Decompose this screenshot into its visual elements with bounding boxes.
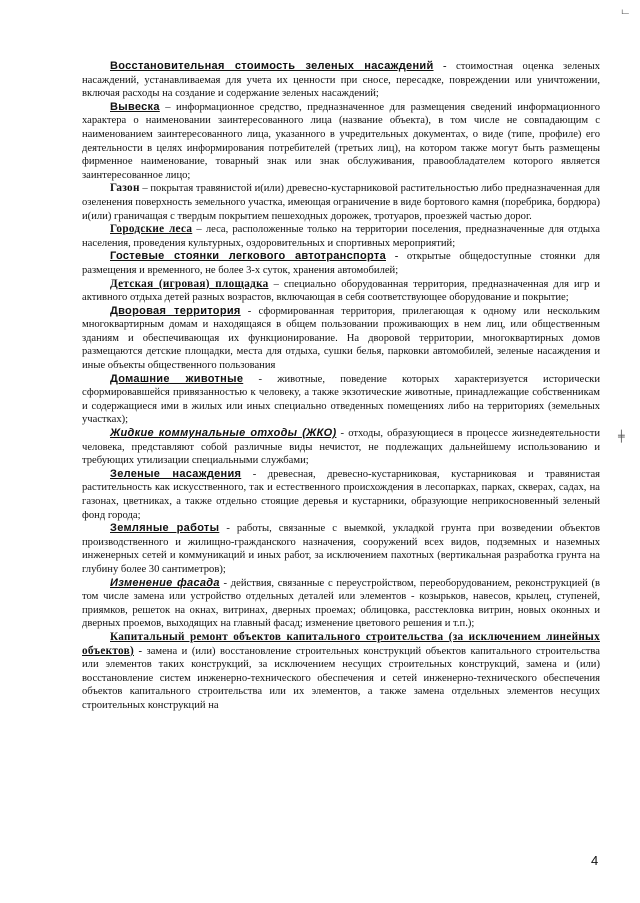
definition-term: Земляные работы <box>110 522 220 535</box>
definition-term: Гостевые стоянки легкового автотранспорта <box>110 250 386 263</box>
definition-paragraph: Газон – покрытая травянистой и(или) древесно-кустарниковой растительностью либо предназначенная для озеленения поверхность земельного участка, имеющая ограничение в виде бортового камня (поребрика, бордюра) и(или) граничащая с твердым покрытием пешеходных дорожек, тротуаров, проезжей частью дорог. <box>82 182 601 222</box>
definition-paragraph: Городские леса – леса, расположенные только на территории поселения, предназначенные для отдыха населения, проведения культурных, оздоровительных и спортивных мероприятий; <box>82 223 601 249</box>
definition-term: Дворовая территория <box>110 304 241 317</box>
definition-text: работы, связанные с выемкой, укладкой грунта при возведении объектов производственного и жилищно-гражданского назначения, сооружений всех видов, подземных и наземных инженерных сетей и коммуникаций и иных работ, за исключением пахотных (вертикальная разработка грунта на глубину более 30 сантиметров); <box>82 523 601 575</box>
page-number: 4 <box>591 853 599 868</box>
definition-paragraph: Жидкие коммунальные отходы (ЖКО) - отходы, образующиеся в процессе жизнедеятельности человека, представляют собой различные виды нечистот, не подлежащих дальнейшему использованию и требующих утилизации специальными службами; <box>82 427 600 467</box>
definition-term: Зеленые насаждения <box>110 467 242 480</box>
definition-paragraph: Капитальный ремонт объектов капитального строительства (за исключением линейных объектов) - замена и (или) восстановление строительных конструкций объектов капитального строительства или элементов таких конструкций, за исключением несущих строительных конструкций, замена и (или) восстановление систем инженерно-технического обеспечения и сетей инженерно-технического обеспечения объектов капитального строительства или их элементов, а также замена отдельных элементов несущих строительных конструкций на <box>82 630 600 711</box>
definition-paragraph: Дворовая территория - сформированная территория, прилегающая к одному или нескольким многоквартирным домам и находящаяся в общем пользовании проживающих в нем лиц, или общественным зданиям и обеспечивающая их функционирование. На дворовой территории, многоквартирных домов размещаются детские площадки, места для отдыха, сушки белья, парковки автомобилей, зеленые насаждения и иные объекты общественного пользования <box>82 304 601 372</box>
definition-paragraph: Изменение фасада - действия, связанные с переустройством, переоборудованием, реконструкцией (в том числе замена или устройство отдельных деталей или элементов - козырьков, навесов, крылец, ступеней, приямков, решеток на окнах, витринах, дверных проемах; облицовка, расстекловка витрин, новых оконных и дверных проемов, выходящих на главный фасад; изменение цветового решения и т.п.); <box>82 576 600 630</box>
definition-term: Изменение фасада <box>110 576 220 589</box>
definition-paragraph: Гостевые стоянки легкового автотранспорта - открытые общедоступные стоянки для размещения и временного, не более 3-х суток, хранения автомобилей; <box>82 250 600 276</box>
definition-term: Жидкие коммунальные отходы (ЖКО) <box>110 427 337 440</box>
definition-paragraph: Восстановительная стоимость зеленых насаждений - стоимостная оценка зеленых насаждений, устанавливаемая для учета их ценности при сносе, пересадке, повреждении или уничтожении, включая расходы на создание и содержание зеленых насаждений; <box>82 60 600 100</box>
definition-text: замена и (или) восстановление строительных конструкций объектов капитального строительства или элементов таких конструкций, за исключением несущих строительных конструкций, замена и (или) восстановление систем инженерно-технического обеспечения и сетей инженерно-технического обеспечения объектов капитального строительства или их элементов, а также замена отдельных элементов несущих строительных конструкций на <box>82 645 600 711</box>
definition-term: Детская (игровая) площадка <box>110 277 269 290</box>
definition-text: отходы, образующиеся в процессе жизнедеятельности человека, представляют собой различные виды нечистот, не подлежащих дальнейшему использованию и требующих утилизации специальными службами; <box>82 428 600 467</box>
definition-term: Капитальный ремонт объектов капитального строительства (за исключением линейных объектов) <box>82 630 600 657</box>
definition-paragraph: Домашние животные - животные, поведение которых характеризуется исторически сформировавшейся привязанностью к человеку, а также экзотические животные, принадлежащие собственникам и содержащиеся ими в жилых или иных специально отведенных помещениях либо на территориях (земельных участках); <box>82 372 600 426</box>
definition-text: леса, расположенные только на территории поселения, предназначенные для отдыха населения, проведения культурных, оздоровительных и спортивных мероприятий; <box>82 224 601 249</box>
definition-text: специально оборудованная территория, предназначенная для игр и активного отдыха детей разных возрастов, включающая в себя соответствующее оборудование и покрытие; <box>82 278 600 304</box>
definition-paragraph: Зеленые насаждения - древесная, древесно-кустарниковая, кустарниковая и травянистая растительность как искусственного, так и естественного происхождения в лесопарках, парках, скверах, садах, на газонах, цветниках, а также отдельно стоящие деревья и кустарники, образующие неприкосновенный зеленый фонд города; <box>82 467 601 521</box>
definition-term: Газон <box>110 182 140 195</box>
document-body <box>82 60 600 713</box>
definition-text: сформированная территория, прилегающая к одному или нескольким многоквартирным домам и находящаяся в общем пользовании проживающих в нем лиц, или общественным зданиям и обеспечивающая их функционирование. На дворовой территории, многоквартирных домов размещаются детские площадки, места для отдыха, сушки белья, парковки автомобилей, зеленые насаждения и иные объекты общественного пользования <box>82 305 601 372</box>
definition-term: Домашние животные <box>110 372 244 385</box>
definition-paragraph: Детская (игровая) площадка – специально оборудованная территория, предназначенная для игр и активного отдыха детей разных возрастов, включающая в себя соответствующее оборудование и покрытие; <box>82 277 600 304</box>
definition-term: Восстановительная стоимость зеленых насаждений <box>110 60 434 72</box>
definition-paragraph: Вывеска – информационное средство, предназначенное для размещения сведений информационного характера о наименовании заинтересованного лица (название объекта), в том числе не совпадающим с наименованием заинтересованного лица, указанного в учредительных документах, о виде (типе, профиле) его деятельности в целях информирования потребителей (третьих лиц), на котором также могут быть размещены фирменное наименование, товарный знак или знак обслуживания, правообладателем которого является заинтересованное лицо; <box>82 100 600 181</box>
corner-mark: ட <box>621 6 629 17</box>
definition-text: открытые общедоступные стоянки для размещения и временного, не более 3-х суток, хранения автомобилей; <box>82 251 600 276</box>
definition-paragraph: Земляные работы - работы, связанные с выемкой, укладкой грунта при возведении объектов производственного и жилищно-гражданского назначения, сооружений всех видов, подземных и наземных инженерных сетей и коммуникаций и иных работ, за исключением пахотных (вертикальная разработка грунта на глубину более 30 сантиметров); <box>82 522 601 575</box>
definition-text: покрытая травянистой и(или) древесно-кустарниковой растительностью либо предназначенная для озеленения поверхность земельного участка, имеющая ограничение в виде бортового камня (поребрика, бордюра) и(или) граничащая с твердым покрытием пешеходных дорожек, тротуаров, проезжей частью дорог. <box>82 183 601 222</box>
definition-text: животные, поведение которых характеризуется исторически сформировавшейся привязанностью к человеку, а также экзотические животные, принадлежащие собственникам и содержащиеся ими в жилых или иных специально отведенных помещениях либо на территориях (земельных участках); <box>82 373 600 426</box>
margin-mark: ╪ <box>618 430 625 443</box>
definition-text: информационное средство, предназначенное для размещения сведений информационного характера о наименовании заинтересованного лица (название объекта), в том числе не совпадающим с наименованием заинтересованного лица, указанного в учредительных документах, о виде (типе, профиле) его деятельности в целях информирования потребителей (третьих лиц), на котором также могут быть размещены фирменное наименование, товарный знак или знак обслуживания, правообладателем которого является заинтересованное лицо; <box>82 101 600 181</box>
definition-text: действия, связанные с переустройством, переоборудованием, реконструкцией (в том числе замена или устройство отдельных деталей или элементов - козырьков, навесов, крылец, ступеней, приямков, решеток на окнах, витринах, дверных проемах; облицовка, расстекловка витрин, новых оконных и дверных проемов, выходящих на главный фасад; изменение цветового решения и т.п.); <box>82 577 600 630</box>
definition-term: Городские леса <box>110 223 193 236</box>
definition-term: Вывеска <box>110 100 160 113</box>
definition-text: древесная, древесно-кустарниковая, кустарниковая и травянистая растительность как искусственного, так и естественного происхождения в лесопарках, парках, скверах, садах, на газонах, цветниках, а также отдельно стоящие деревья и кустарники, образующие неприкосновенный зеленый фонд города; <box>82 468 601 521</box>
definition-text: стоимостная оценка зеленых насаждений, устанавливаемая для учета их ценности при сносе, пересадке, повреждении или уничтожении, включая расходы на создание и содержание зеленых насаждений; <box>82 61 600 100</box>
